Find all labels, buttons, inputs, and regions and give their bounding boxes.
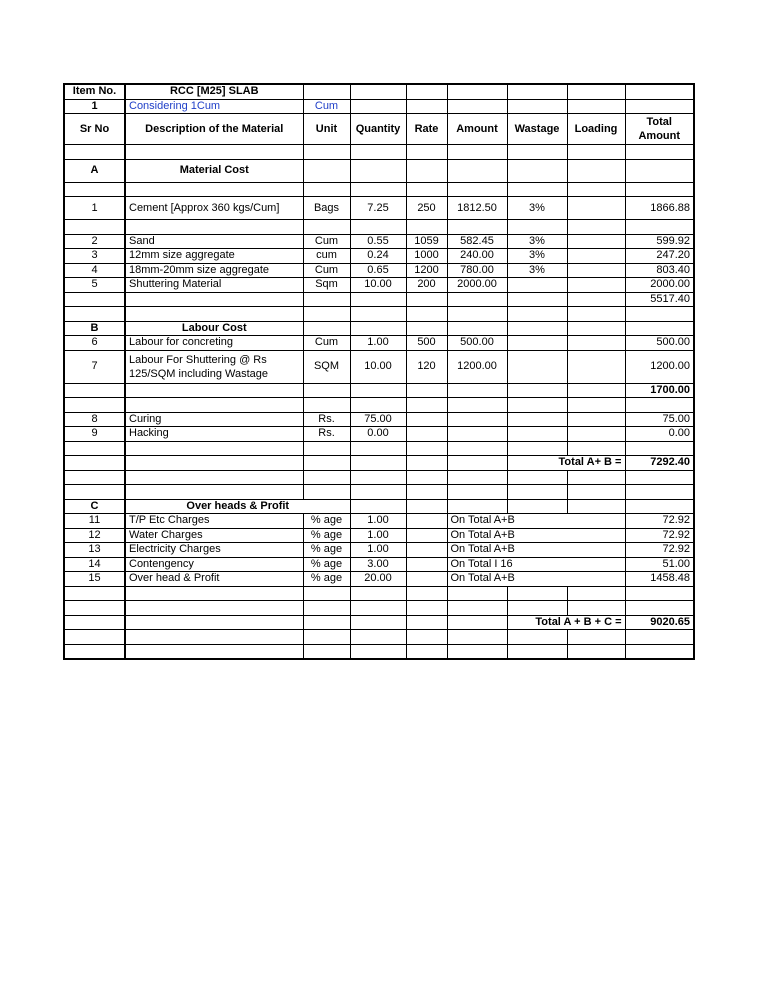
item-no: 1 [64,99,125,114]
header-row-2 [64,99,694,114]
section-a-header [64,159,694,182]
item-title: RCC [M25] SLAB [125,84,303,99]
section-code: A [64,159,125,182]
section-b-header [64,321,694,336]
col-loading: Loading [567,114,625,145]
section-title: Labour Cost [125,321,303,336]
section-code: B [64,321,125,336]
col-wastage: Wastage [507,114,567,145]
column-header-row [64,114,694,145]
table-row: 12 Water Charges % age 1.00 On Total A+B 72.92 [64,528,694,543]
section-a-subtotal-row [64,292,694,307]
table-row: 1 Cement [Approx 360 kgs/Cum] Bags 7.25 250 1812.50 3% 1866.88 [64,197,694,220]
col-rate: Rate [406,114,447,145]
section-code: C [64,499,125,514]
section-b-subtotal: 1700.00 [625,383,694,398]
grand-total-row [64,615,694,630]
section-c-header [64,499,694,514]
table-row: 11 T/P Etc Charges % age 1.00 On Total A+B 72.92 [64,514,694,529]
col-description: Description of the Material [125,114,303,145]
total-ab-row [64,456,694,471]
col-sr-no: Sr No [64,114,125,145]
table-row: 4 18mm-20mm size aggregate Cum 0.65 1200 780.00 3% 803.40 [64,263,694,278]
table-row: 6 Labour for concreting Cum 1.00 500 500.00 500.00 [64,336,694,351]
item-no-label: Item No. [64,84,125,99]
table-row: 2 Sand Cum 0.55 1059 582.45 3% 599.92 [64,234,694,249]
table-row: 5 Shuttering Material Sqm 10.00 200 2000.00 2000.00 [64,278,694,293]
col-unit: Unit [303,114,350,145]
col-quantity: Quantity [350,114,406,145]
table-row: 13 Electricity Charges % age 1.00 On Total A+B 72.92 [64,543,694,558]
section-title: Over heads & Profit [125,499,350,514]
table-row: 8 Curing Rs. 75.00 75.00 [64,412,694,427]
estimate-sheet [63,83,695,660]
table-row: 7 Labour For Shuttering @ Rs 125/SQM including Wastage SQM 10.00 120 1200.00 1200.00 [64,350,694,383]
section-title: Material Cost [125,159,303,182]
total-ab-value: 7292.40 [625,456,694,471]
col-amount: Amount [447,114,507,145]
grand-total-label: Total A + B + C = [507,615,625,630]
item-subtitle-unit: Cum [303,99,350,114]
total-ab-label: Total A+ B = [507,456,625,471]
item-subtitle: Considering 1Cum [125,99,303,114]
table-row: 3 12mm size aggregate cum 0.24 1000 240.00 3% 247.20 [64,249,694,264]
table-row: 14 Contengency % age 3.00 On Total I 16 51.00 [64,557,694,572]
col-total-amount: Total Amount [625,114,694,145]
section-a-subtotal: 5517.40 [625,292,694,307]
table-row: 15 Over head & Profit % age 20.00 On Total A+B 1458.48 [64,572,694,587]
grand-total-value: 9020.65 [625,615,694,630]
table-row: 9 Hacking Rs. 0.00 0.00 [64,427,694,442]
section-b-subtotal-row [64,383,694,398]
header-row-1 [64,84,694,99]
